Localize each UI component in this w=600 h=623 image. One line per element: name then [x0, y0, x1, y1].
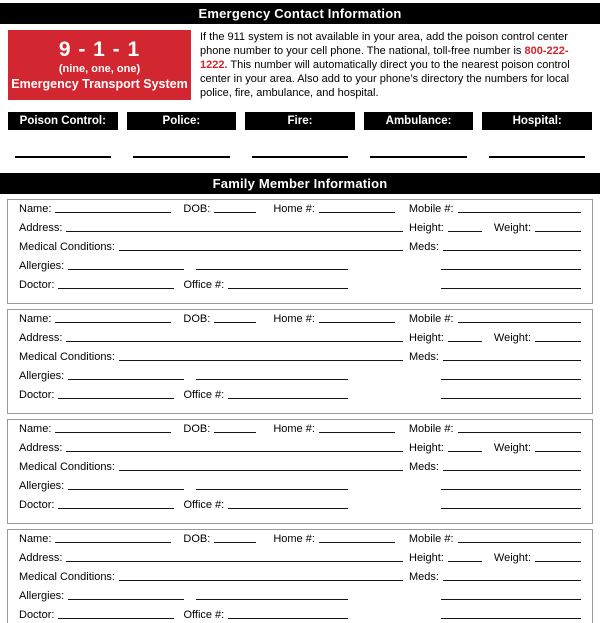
- home-phone-blank[interactable]: [319, 432, 395, 433]
- allergies-right-column: [403, 488, 581, 489]
- weight-blank[interactable]: [535, 561, 581, 562]
- mobile-phone-blank[interactable]: [458, 322, 581, 323]
- doctor-right-column: [403, 617, 581, 618]
- mobile-phone-blank[interactable]: [458, 432, 581, 433]
- address-left-column: [19, 442, 403, 454]
- meds-blank-3[interactable]: [441, 508, 581, 509]
- medical-conditions-blank[interactable]: [119, 360, 403, 361]
- member-row-allergies: [19, 370, 581, 389]
- dob-label: DOB:: [183, 203, 211, 215]
- weight-label: Weight:: [493, 222, 531, 234]
- meds-label: Meds:: [409, 461, 439, 473]
- contact-labels-row: [0, 112, 600, 130]
- section-header-emergency-label: Emergency Contact Information: [198, 6, 402, 21]
- instructions-text-before: If the 911 system is not available in your area, add the poison control center phone number to your cell phone. The national, toll-free number is: [200, 31, 568, 57]
- allergies-right-column: [403, 598, 581, 599]
- medical-right-column: [403, 241, 581, 253]
- medical-left-column: [19, 461, 403, 473]
- contact-blank-cell: [364, 156, 474, 158]
- name-label: Name:: [19, 203, 52, 215]
- member-row-doctor: [19, 499, 581, 518]
- contact-blanks-row: [0, 156, 600, 158]
- allergies-right-column: [403, 268, 581, 269]
- home-phone-blank[interactable]: [319, 542, 395, 543]
- weight-blank[interactable]: [535, 451, 581, 452]
- home-phone-label: Home #:: [273, 203, 315, 215]
- address-blank[interactable]: [66, 231, 403, 232]
- member-row-address: [19, 222, 581, 241]
- allergies-blank[interactable]: [68, 379, 184, 380]
- doctor-label: Doctor:: [19, 609, 55, 621]
- member-row-address: [19, 552, 581, 571]
- address-label: Address:: [19, 442, 63, 454]
- doctor-label: Doctor:: [19, 279, 55, 291]
- member-row-allergies: [19, 590, 581, 609]
- member-row-doctor: [19, 279, 581, 298]
- allergies-left-column: [19, 590, 403, 602]
- height-blank[interactable]: [448, 561, 482, 562]
- contact-label-poison-control: Poison Control:: [8, 112, 118, 130]
- mobile-phone-blank[interactable]: [458, 542, 581, 543]
- medical-conditions-label: Medical Conditions:: [19, 571, 115, 583]
- section-header-family: [0, 173, 600, 194]
- name-label: Name:: [19, 423, 52, 435]
- home-phone-label: Home #:: [273, 423, 315, 435]
- allergies-right-column: [403, 378, 581, 379]
- badge-911: [8, 30, 191, 100]
- mobile-phone-label: Mobile #:: [408, 533, 454, 545]
- address-label: Address:: [19, 332, 63, 344]
- member-row-medical: [19, 351, 581, 370]
- meds-blank-2[interactable]: [441, 489, 581, 490]
- meds-blank-2[interactable]: [441, 379, 581, 380]
- mobile-phone-label: Mobile #:: [408, 423, 454, 435]
- home-phone-label: Home #:: [273, 533, 315, 545]
- meds-blank[interactable]: [443, 470, 581, 471]
- doctor-right-column: [403, 507, 581, 508]
- allergies-label: Allergies:: [19, 480, 65, 492]
- office-phone-blank[interactable]: [228, 288, 348, 289]
- dob-blank[interactable]: [214, 432, 256, 433]
- height-blank[interactable]: [448, 451, 482, 452]
- home-phone-blank[interactable]: [319, 212, 395, 213]
- medical-right-column: [403, 461, 581, 473]
- dob-label: DOB:: [183, 423, 211, 435]
- member-row-name: [19, 203, 581, 222]
- address-blank[interactable]: [66, 341, 403, 342]
- medical-conditions-blank[interactable]: [119, 470, 403, 471]
- contact-blank-cell: [127, 156, 237, 158]
- instructions-paragraph: [200, 30, 592, 100]
- height-label: Height:: [409, 332, 444, 344]
- doctor-right-column: [403, 287, 581, 288]
- badge-911-subtitle: (nine, one, one): [58, 63, 141, 75]
- office-phone-label: Office #:: [183, 389, 225, 401]
- member-row-medical: [19, 241, 581, 260]
- address-label: Address:: [19, 222, 63, 234]
- height-label: Height:: [409, 222, 444, 234]
- dob-blank[interactable]: [214, 322, 256, 323]
- dob-label: DOB:: [183, 313, 211, 325]
- member-row-name: [19, 533, 581, 552]
- member-row-medical: [19, 571, 581, 590]
- name-blank[interactable]: [55, 322, 171, 323]
- name-label: Name:: [19, 533, 52, 545]
- doctor-left-column: [19, 279, 403, 291]
- weight-blank[interactable]: [535, 231, 581, 232]
- medical-left-column: [19, 241, 403, 253]
- name-blank[interactable]: [55, 212, 171, 213]
- allergies-label: Allergies:: [19, 590, 65, 602]
- medical-right-column: [403, 571, 581, 583]
- contact-label-ambulance: Ambulance:: [364, 112, 474, 130]
- address-right-column: [403, 332, 581, 344]
- weight-label: Weight:: [493, 442, 531, 454]
- member-row-address: [19, 332, 581, 351]
- address-blank[interactable]: [66, 561, 403, 562]
- medical-conditions-blank[interactable]: [119, 250, 403, 251]
- meds-blank-3[interactable]: [441, 618, 581, 619]
- poison-control-phone-number: 800-222-1222.: [200, 45, 569, 71]
- instructions-text-after: This number will automatically direct you to the nearest poison control center in your area. Also add to your phone’s directory the numbers for local police, fire, ambulance, and hospital.: [200, 59, 570, 99]
- intro-section: [0, 30, 600, 100]
- address-right-column: [403, 552, 581, 564]
- meds-label: Meds:: [409, 351, 439, 363]
- mobile-phone-blank[interactable]: [458, 212, 581, 213]
- allergies-blank[interactable]: [68, 599, 184, 600]
- allergies-label: Allergies:: [19, 370, 65, 382]
- doctor-blank[interactable]: [58, 508, 174, 509]
- height-blank[interactable]: [448, 231, 482, 232]
- doctor-left-column: [19, 389, 403, 401]
- height-label: Height:: [409, 552, 444, 564]
- address-right-column: [403, 442, 581, 454]
- doctor-blank[interactable]: [58, 398, 174, 399]
- address-right-column: [403, 222, 581, 234]
- allergies-blank-2[interactable]: [196, 599, 348, 600]
- medical-conditions-label: Medical Conditions:: [19, 461, 115, 473]
- meds-label: Meds:: [409, 241, 439, 253]
- office-phone-blank[interactable]: [228, 618, 348, 619]
- medical-left-column: [19, 571, 403, 583]
- address-left-column: [19, 332, 403, 344]
- member-row-name: [19, 313, 581, 332]
- address-label: Address:: [19, 552, 63, 564]
- allergies-blank[interactable]: [68, 269, 184, 270]
- badge-911-caption: Emergency Transport System: [11, 77, 188, 91]
- allergies-blank-2[interactable]: [196, 379, 348, 380]
- doctor-label: Doctor:: [19, 499, 55, 511]
- medical-conditions-blank[interactable]: [119, 580, 403, 581]
- section-header-emergency: [0, 3, 600, 24]
- height-blank[interactable]: [448, 341, 482, 342]
- member-row-allergies: [19, 260, 581, 279]
- allergies-blank-2[interactable]: [196, 489, 348, 490]
- mobile-phone-label: Mobile #:: [408, 203, 454, 215]
- member-row-name: [19, 423, 581, 442]
- section-header-family-label: Family Member Information: [212, 176, 388, 191]
- member-row-allergies: [19, 480, 581, 499]
- name-blank[interactable]: [55, 542, 171, 543]
- contact-blank-cell: [8, 156, 118, 158]
- family-member-card: [7, 309, 593, 414]
- allergies-label: Allergies:: [19, 260, 65, 272]
- contact-blank-cell: [482, 156, 592, 158]
- police-blank[interactable]: [133, 156, 229, 158]
- family-member-card: [7, 419, 593, 524]
- badge-911-number: 9 - 1 - 1: [58, 38, 141, 61]
- doctor-blank[interactable]: [58, 288, 174, 289]
- home-phone-blank[interactable]: [319, 322, 395, 323]
- contact-label-police: Police:: [127, 112, 237, 130]
- office-phone-label: Office #:: [183, 499, 225, 511]
- member-row-doctor: [19, 609, 581, 623]
- family-member-card: [7, 199, 593, 304]
- mobile-phone-label: Mobile #:: [408, 313, 454, 325]
- meds-label: Meds:: [409, 571, 439, 583]
- meds-blank-3[interactable]: [441, 288, 581, 289]
- name-blank[interactable]: [55, 432, 171, 433]
- meds-blank[interactable]: [443, 580, 581, 581]
- weight-label: Weight:: [493, 552, 531, 564]
- allergies-blank[interactable]: [68, 489, 184, 490]
- doctor-left-column: [19, 499, 403, 511]
- medical-conditions-label: Medical Conditions:: [19, 241, 115, 253]
- contact-label-fire: Fire:: [245, 112, 355, 130]
- address-left-column: [19, 222, 403, 234]
- office-phone-label: Office #:: [183, 609, 225, 621]
- weight-blank[interactable]: [535, 341, 581, 342]
- meds-blank-2[interactable]: [441, 599, 581, 600]
- doctor-label: Doctor:: [19, 389, 55, 401]
- meds-blank[interactable]: [443, 250, 581, 251]
- meds-blank-2[interactable]: [441, 269, 581, 270]
- ambulance-blank[interactable]: [370, 156, 466, 158]
- dob-blank[interactable]: [214, 542, 256, 543]
- member-row-address: [19, 442, 581, 461]
- name-label: Name:: [19, 313, 52, 325]
- family-member-card: [7, 529, 593, 623]
- member-row-medical: [19, 461, 581, 480]
- doctor-left-column: [19, 609, 403, 621]
- contact-label-hospital: Hospital:: [482, 112, 592, 130]
- address-blank[interactable]: [66, 451, 403, 452]
- allergies-left-column: [19, 260, 403, 272]
- doctor-right-column: [403, 397, 581, 398]
- medical-conditions-label: Medical Conditions:: [19, 351, 115, 363]
- office-phone-blank[interactable]: [228, 508, 348, 509]
- office-phone-blank[interactable]: [228, 398, 348, 399]
- member-row-doctor: [19, 389, 581, 408]
- address-left-column: [19, 552, 403, 564]
- office-phone-label: Office #:: [183, 279, 225, 291]
- weight-label: Weight:: [493, 332, 531, 344]
- allergies-left-column: [19, 370, 403, 382]
- dob-label: DOB:: [183, 533, 211, 545]
- family-members-list: [0, 199, 600, 623]
- allergies-left-column: [19, 480, 403, 492]
- dob-blank[interactable]: [214, 212, 256, 213]
- meds-blank-3[interactable]: [441, 398, 581, 399]
- medical-right-column: [403, 351, 581, 363]
- contact-blank-cell: [245, 156, 355, 158]
- doctor-blank[interactable]: [58, 618, 174, 619]
- height-label: Height:: [409, 442, 444, 454]
- hospital-blank[interactable]: [489, 156, 585, 158]
- allergies-blank-2[interactable]: [196, 269, 348, 270]
- poison-control-blank[interactable]: [15, 156, 111, 158]
- medical-left-column: [19, 351, 403, 363]
- fire-blank[interactable]: [252, 156, 348, 158]
- meds-blank[interactable]: [443, 360, 581, 361]
- home-phone-label: Home #:: [273, 313, 315, 325]
